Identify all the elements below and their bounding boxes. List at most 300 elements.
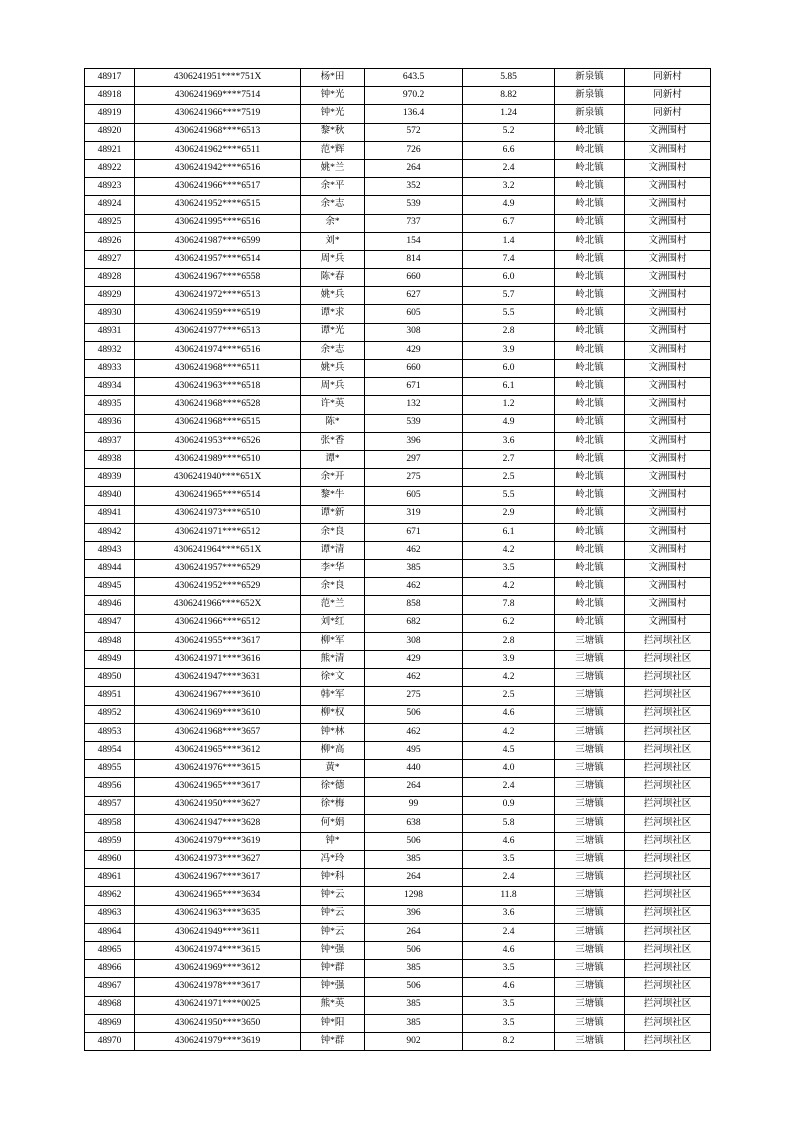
cell-name: 钟*光	[301, 87, 365, 105]
cell-amount: 605	[365, 305, 463, 323]
cell-town: 三塘镇	[555, 832, 625, 850]
cell-name: 杨*田	[301, 69, 365, 87]
cell-rate: 3.6	[463, 432, 555, 450]
cell-village: 文洲围村	[625, 414, 711, 432]
table-row	[85, 614, 711, 632]
cell-amount: 132	[365, 396, 463, 414]
cell-amount: 385	[365, 1014, 463, 1032]
cell-amount: 671	[365, 378, 463, 396]
cell-amount: 264	[365, 778, 463, 796]
cell-seq: 48957	[85, 796, 135, 814]
cell-name: 许*英	[301, 396, 365, 414]
cell-town: 岭北镇	[555, 578, 625, 596]
cell-rate: 6.0	[463, 269, 555, 287]
cell-rate: 5.2	[463, 123, 555, 141]
cell-town: 三塘镇	[555, 905, 625, 923]
cell-town: 三塘镇	[555, 651, 625, 669]
cell-seq: 48929	[85, 287, 135, 305]
cell-amount: 814	[365, 250, 463, 268]
table-row	[85, 178, 711, 196]
cell-seq: 48937	[85, 432, 135, 450]
cell-seq: 48950	[85, 669, 135, 687]
cell-town: 三塘镇	[555, 960, 625, 978]
cell-rate: 4.2	[463, 578, 555, 596]
cell-id: 4306241973****6510	[135, 505, 301, 523]
cell-name: 黄*	[301, 760, 365, 778]
cell-amount: 737	[365, 214, 463, 232]
cell-village: 文洲围村	[625, 487, 711, 505]
cell-amount: 396	[365, 905, 463, 923]
cell-village: 文洲围村	[625, 578, 711, 596]
cell-seq: 48952	[85, 705, 135, 723]
cell-amount: 660	[365, 360, 463, 378]
table-row	[85, 505, 711, 523]
cell-seq: 48918	[85, 87, 135, 105]
table-row	[85, 814, 711, 832]
table-row	[85, 432, 711, 450]
cell-rate: 0.9	[463, 796, 555, 814]
cell-rate: 3.5	[463, 560, 555, 578]
cell-amount: 638	[365, 814, 463, 832]
cell-seq: 48960	[85, 851, 135, 869]
cell-rate: 8.82	[463, 87, 555, 105]
cell-rate: 3.5	[463, 1014, 555, 1032]
cell-amount: 275	[365, 469, 463, 487]
cell-village: 文洲围村	[625, 360, 711, 378]
cell-town: 三塘镇	[555, 942, 625, 960]
cell-rate: 11.8	[463, 887, 555, 905]
cell-town: 岭北镇	[555, 123, 625, 141]
cell-village: 同新村	[625, 69, 711, 87]
cell-seq: 48921	[85, 141, 135, 159]
cell-id: 4306241965****3612	[135, 741, 301, 759]
table-row	[85, 69, 711, 87]
cell-amount: 506	[365, 978, 463, 996]
cell-rate: 4.0	[463, 760, 555, 778]
cell-rate: 2.5	[463, 687, 555, 705]
cell-name: 周*兵	[301, 378, 365, 396]
cell-town: 岭北镇	[555, 196, 625, 214]
cell-id: 4306241967****3617	[135, 869, 301, 887]
cell-village: 文洲围村	[625, 178, 711, 196]
cell-village: 拦河坝社区	[625, 669, 711, 687]
cell-rate: 1.24	[463, 105, 555, 123]
cell-village: 拦河坝社区	[625, 705, 711, 723]
cell-town: 岭北镇	[555, 341, 625, 359]
cell-rate: 3.9	[463, 341, 555, 359]
table-row	[85, 450, 711, 468]
cell-town: 三塘镇	[555, 869, 625, 887]
cell-seq: 48920	[85, 123, 135, 141]
table-row	[85, 832, 711, 850]
cell-village: 文洲围村	[625, 196, 711, 214]
cell-id: 4306241971****3616	[135, 651, 301, 669]
cell-seq: 48945	[85, 578, 135, 596]
cell-seq: 48969	[85, 1014, 135, 1032]
cell-id: 4306241955****3617	[135, 632, 301, 650]
cell-amount: 297	[365, 450, 463, 468]
cell-rate: 3.5	[463, 960, 555, 978]
cell-town: 三塘镇	[555, 741, 625, 759]
cell-village: 文洲围村	[625, 432, 711, 450]
cell-town: 新泉镇	[555, 105, 625, 123]
cell-id: 4306241942****6516	[135, 159, 301, 177]
cell-rate: 4.5	[463, 741, 555, 759]
cell-town: 三塘镇	[555, 1014, 625, 1032]
cell-name: 钟*强	[301, 978, 365, 996]
cell-id: 4306241969****3610	[135, 705, 301, 723]
cell-id: 4306241947****3631	[135, 669, 301, 687]
cell-seq: 48968	[85, 996, 135, 1014]
cell-town: 三塘镇	[555, 978, 625, 996]
table-row	[85, 105, 711, 123]
cell-amount: 264	[365, 869, 463, 887]
cell-seq: 48919	[85, 105, 135, 123]
cell-village: 拦河坝社区	[625, 905, 711, 923]
cell-id: 4306241965****3634	[135, 887, 301, 905]
table-row	[85, 778, 711, 796]
cell-name: 刘*红	[301, 614, 365, 632]
cell-id: 4306241951****751X	[135, 69, 301, 87]
cell-town: 三塘镇	[555, 632, 625, 650]
cell-village: 文洲围村	[625, 287, 711, 305]
cell-name: 谭*光	[301, 323, 365, 341]
cell-town: 岭北镇	[555, 378, 625, 396]
cell-village: 拦河坝社区	[625, 960, 711, 978]
cell-town: 岭北镇	[555, 269, 625, 287]
cell-amount: 572	[365, 123, 463, 141]
cell-town: 岭北镇	[555, 541, 625, 559]
cell-village: 拦河坝社区	[625, 978, 711, 996]
cell-id: 4306241968****6513	[135, 123, 301, 141]
cell-village: 文洲围村	[625, 123, 711, 141]
cell-rate: 2.4	[463, 923, 555, 941]
cell-amount: 99	[365, 796, 463, 814]
table-row	[85, 269, 711, 287]
cell-seq: 48939	[85, 469, 135, 487]
cell-name: 熊*英	[301, 996, 365, 1014]
cell-rate: 4.2	[463, 541, 555, 559]
cell-seq: 48928	[85, 269, 135, 287]
cell-village: 同新村	[625, 87, 711, 105]
cell-village: 文洲围村	[625, 541, 711, 559]
cell-rate: 1.4	[463, 232, 555, 250]
cell-seq: 48965	[85, 942, 135, 960]
cell-name: 黎*牛	[301, 487, 365, 505]
cell-seq: 48940	[85, 487, 135, 505]
cell-village: 文洲围村	[625, 396, 711, 414]
cell-town: 新泉镇	[555, 69, 625, 87]
table-row	[85, 741, 711, 759]
cell-amount: 506	[365, 832, 463, 850]
cell-id: 4306241963****3635	[135, 905, 301, 923]
cell-town: 岭北镇	[555, 396, 625, 414]
cell-village: 拦河坝社区	[625, 996, 711, 1014]
cell-seq: 48924	[85, 196, 135, 214]
cell-name: 韩*军	[301, 687, 365, 705]
cell-town: 三塘镇	[555, 669, 625, 687]
cell-rate: 4.2	[463, 723, 555, 741]
cell-village: 文洲围村	[625, 141, 711, 159]
cell-town: 岭北镇	[555, 487, 625, 505]
cell-name: 张*香	[301, 432, 365, 450]
cell-name: 余*	[301, 214, 365, 232]
table-row	[85, 214, 711, 232]
cell-name: 范*兰	[301, 596, 365, 614]
cell-rate: 4.6	[463, 832, 555, 850]
cell-name: 徐*文	[301, 669, 365, 687]
cell-seq: 48946	[85, 596, 135, 614]
cell-id: 4306241974****3615	[135, 942, 301, 960]
table-row	[85, 596, 711, 614]
cell-id: 4306241967****3610	[135, 687, 301, 705]
cell-name: 钟*阳	[301, 1014, 365, 1032]
cell-town: 岭北镇	[555, 450, 625, 468]
table-row	[85, 123, 711, 141]
cell-id: 4306241989****6510	[135, 450, 301, 468]
cell-id: 4306241953****6526	[135, 432, 301, 450]
cell-town: 岭北镇	[555, 305, 625, 323]
cell-seq: 48934	[85, 378, 135, 396]
table-row	[85, 305, 711, 323]
table-row	[85, 87, 711, 105]
cell-seq: 48954	[85, 741, 135, 759]
cell-town: 岭北镇	[555, 214, 625, 232]
cell-seq: 48933	[85, 360, 135, 378]
cell-amount: 264	[365, 923, 463, 941]
table-row	[85, 396, 711, 414]
cell-rate: 4.6	[463, 705, 555, 723]
cell-village: 拦河坝社区	[625, 832, 711, 850]
cell-id: 4306241965****6514	[135, 487, 301, 505]
cell-name: 刘*	[301, 232, 365, 250]
cell-name: 柳*军	[301, 632, 365, 650]
cell-rate: 5.8	[463, 814, 555, 832]
cell-town: 三塘镇	[555, 996, 625, 1014]
cell-id: 4306241952****6529	[135, 578, 301, 596]
cell-town: 岭北镇	[555, 560, 625, 578]
cell-seq: 48925	[85, 214, 135, 232]
cell-town: 三塘镇	[555, 778, 625, 796]
cell-name: 钟*强	[301, 942, 365, 960]
table-row	[85, 141, 711, 159]
cell-village: 拦河坝社区	[625, 851, 711, 869]
cell-seq: 48963	[85, 905, 135, 923]
table-row	[85, 723, 711, 741]
cell-rate: 3.5	[463, 851, 555, 869]
cell-rate: 2.5	[463, 469, 555, 487]
cell-seq: 48942	[85, 523, 135, 541]
table-row	[85, 760, 711, 778]
cell-name: 钟*云	[301, 905, 365, 923]
table-row	[85, 705, 711, 723]
cell-rate: 3.2	[463, 178, 555, 196]
cell-name: 柳*权	[301, 705, 365, 723]
cell-rate: 5.5	[463, 487, 555, 505]
cell-name: 余*开	[301, 469, 365, 487]
cell-seq: 48970	[85, 1032, 135, 1050]
cell-id: 4306241987****6599	[135, 232, 301, 250]
cell-rate: 2.4	[463, 778, 555, 796]
cell-village: 文洲围村	[625, 341, 711, 359]
cell-amount: 506	[365, 705, 463, 723]
cell-village: 拦河坝社区	[625, 942, 711, 960]
cell-rate: 5.5	[463, 305, 555, 323]
cell-rate: 2.4	[463, 869, 555, 887]
cell-town: 三塘镇	[555, 705, 625, 723]
cell-amount: 539	[365, 196, 463, 214]
cell-village: 同新村	[625, 105, 711, 123]
cell-id: 4306241940****651X	[135, 469, 301, 487]
table-row	[85, 159, 711, 177]
cell-town: 新泉镇	[555, 87, 625, 105]
cell-amount: 385	[365, 996, 463, 1014]
cell-id: 4306241952****6515	[135, 196, 301, 214]
cell-seq: 48941	[85, 505, 135, 523]
cell-seq: 48935	[85, 396, 135, 414]
cell-rate: 6.1	[463, 378, 555, 396]
table-row	[85, 196, 711, 214]
cell-village: 文洲围村	[625, 250, 711, 268]
cell-seq: 48923	[85, 178, 135, 196]
cell-seq: 48956	[85, 778, 135, 796]
cell-rate: 4.6	[463, 978, 555, 996]
cell-rate: 2.9	[463, 505, 555, 523]
cell-town: 岭北镇	[555, 323, 625, 341]
cell-town: 岭北镇	[555, 232, 625, 250]
cell-id: 4306241968****6511	[135, 360, 301, 378]
cell-amount: 264	[365, 159, 463, 177]
cell-amount: 462	[365, 541, 463, 559]
table-row	[85, 487, 711, 505]
cell-id: 4306241968****6528	[135, 396, 301, 414]
cell-id: 4306241963****6518	[135, 378, 301, 396]
cell-town: 三塘镇	[555, 687, 625, 705]
table-row	[85, 978, 711, 996]
cell-name: 钟*群	[301, 1032, 365, 1050]
cell-id: 4306241978****3617	[135, 978, 301, 996]
cell-amount: 385	[365, 560, 463, 578]
cell-seq: 48962	[85, 887, 135, 905]
cell-seq: 48953	[85, 723, 135, 741]
cell-amount: 462	[365, 578, 463, 596]
cell-village: 拦河坝社区	[625, 1032, 711, 1050]
cell-rate: 3.5	[463, 996, 555, 1014]
table-row	[85, 851, 711, 869]
cell-village: 文洲围村	[625, 378, 711, 396]
cell-name: 余*良	[301, 523, 365, 541]
table-row	[85, 578, 711, 596]
cell-rate: 8.2	[463, 1032, 555, 1050]
cell-rate: 1.2	[463, 396, 555, 414]
table-body	[85, 69, 711, 1051]
cell-id: 4306241966****6512	[135, 614, 301, 632]
cell-village: 文洲围村	[625, 614, 711, 632]
cell-amount: 429	[365, 651, 463, 669]
cell-id: 4306241967****6558	[135, 269, 301, 287]
cell-amount: 660	[365, 269, 463, 287]
cell-rate: 6.1	[463, 523, 555, 541]
cell-name: 余*良	[301, 578, 365, 596]
cell-town: 岭北镇	[555, 414, 625, 432]
cell-id: 4306241973****3627	[135, 851, 301, 869]
cell-amount: 440	[365, 760, 463, 778]
cell-seq: 48947	[85, 614, 135, 632]
cell-village: 拦河坝社区	[625, 632, 711, 650]
cell-name: 何*娟	[301, 814, 365, 832]
cell-amount: 506	[365, 942, 463, 960]
cell-village: 文洲围村	[625, 323, 711, 341]
cell-seq: 48936	[85, 414, 135, 432]
table-row	[85, 1032, 711, 1050]
cell-id: 4306241965****3617	[135, 778, 301, 796]
cell-village: 文洲围村	[625, 596, 711, 614]
cell-town: 岭北镇	[555, 469, 625, 487]
table-row	[85, 523, 711, 541]
cell-village: 拦河坝社区	[625, 796, 711, 814]
cell-id: 4306241979****3619	[135, 832, 301, 850]
cell-village: 文洲围村	[625, 269, 711, 287]
cell-rate: 7.4	[463, 250, 555, 268]
cell-seq: 48917	[85, 69, 135, 87]
cell-village: 拦河坝社区	[625, 869, 711, 887]
cell-seq: 48922	[85, 159, 135, 177]
cell-seq: 48943	[85, 541, 135, 559]
table-row	[85, 651, 711, 669]
cell-town: 三塘镇	[555, 923, 625, 941]
table-row	[85, 905, 711, 923]
cell-town: 岭北镇	[555, 596, 625, 614]
cell-name: 姚*兵	[301, 360, 365, 378]
cell-id: 4306241957****6514	[135, 250, 301, 268]
cell-seq: 48930	[85, 305, 135, 323]
cell-town: 岭北镇	[555, 159, 625, 177]
cell-name: 钟*	[301, 832, 365, 850]
cell-amount: 429	[365, 341, 463, 359]
cell-town: 岭北镇	[555, 360, 625, 378]
cell-id: 4306241974****6516	[135, 341, 301, 359]
cell-name: 余*志	[301, 196, 365, 214]
cell-amount: 495	[365, 741, 463, 759]
cell-amount: 319	[365, 505, 463, 523]
cell-amount: 136.4	[365, 105, 463, 123]
cell-name: 徐*德	[301, 778, 365, 796]
cell-amount: 605	[365, 487, 463, 505]
cell-seq: 48959	[85, 832, 135, 850]
cell-village: 文洲围村	[625, 232, 711, 250]
cell-amount: 970.2	[365, 87, 463, 105]
table-row	[85, 341, 711, 359]
cell-name: 钟*林	[301, 723, 365, 741]
cell-id: 4306241972****6513	[135, 287, 301, 305]
cell-amount: 308	[365, 323, 463, 341]
table-row	[85, 632, 711, 650]
cell-id: 4306241969****7514	[135, 87, 301, 105]
subsidy-table	[84, 68, 711, 1051]
cell-town: 岭北镇	[555, 250, 625, 268]
cell-seq: 48926	[85, 232, 135, 250]
cell-seq: 48955	[85, 760, 135, 778]
cell-name: 熊*清	[301, 651, 365, 669]
cell-amount: 1298	[365, 887, 463, 905]
cell-name: 陈*春	[301, 269, 365, 287]
cell-village: 拦河坝社区	[625, 651, 711, 669]
cell-town: 岭北镇	[555, 178, 625, 196]
cell-seq: 48966	[85, 960, 135, 978]
cell-seq: 48961	[85, 869, 135, 887]
cell-town: 三塘镇	[555, 796, 625, 814]
cell-name: 钟*光	[301, 105, 365, 123]
